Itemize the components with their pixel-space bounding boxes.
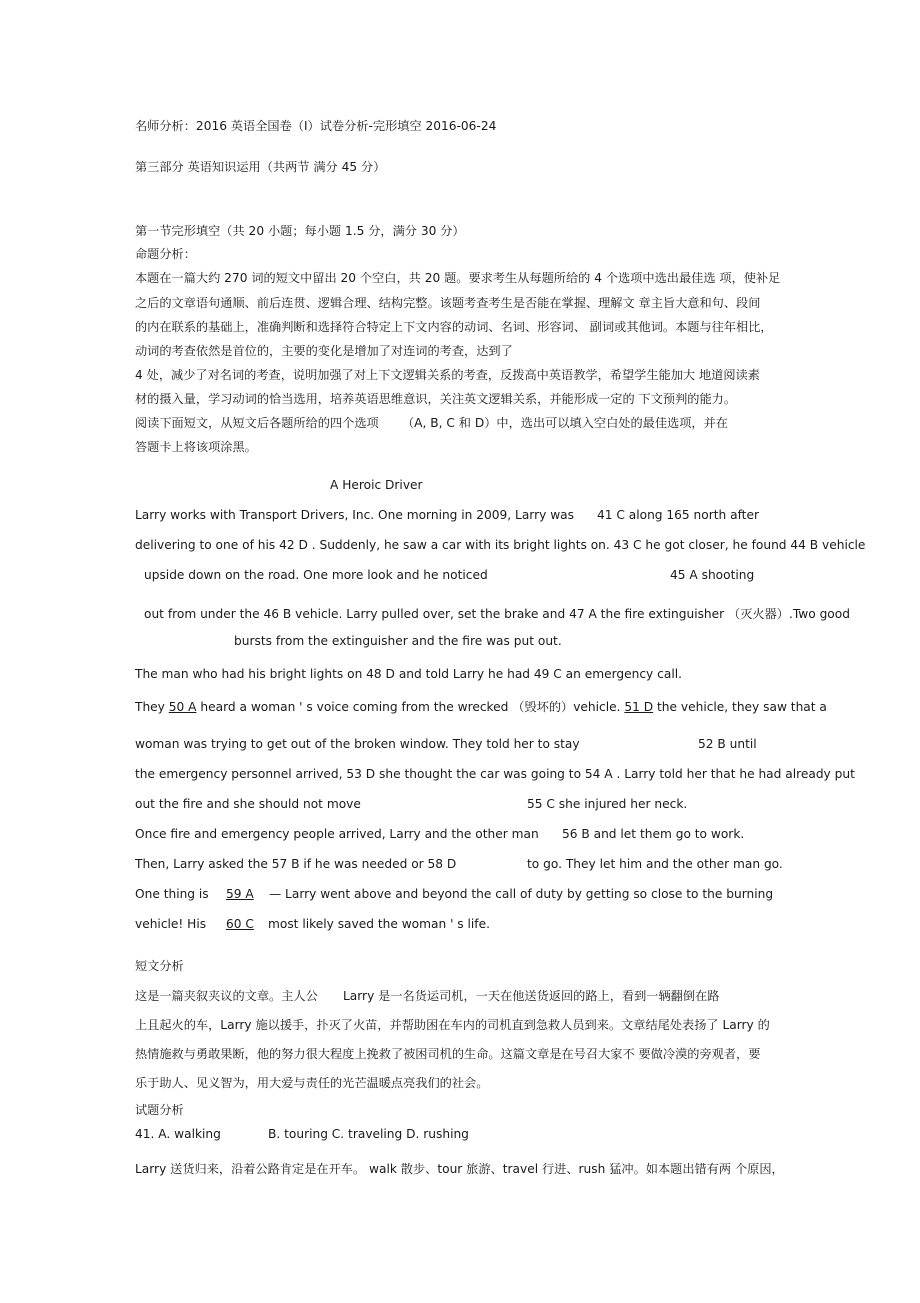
- part-heading: 第三部分 英语知识运用（共两节 满分 45 分）: [135, 160, 386, 174]
- analysis-line: 上且起火的车，Larry 施以援手，扑灭了火苗，并帮助困在车内的司机直到急救人员到来。文章结尾处表扬了 Larry 的: [135, 1018, 770, 1032]
- answer-blank: 59 A: [226, 887, 254, 901]
- intro-line: 材的摄入量，学习动词的恰当选用，培养英语思维意识，关注英文逻辑关系，并能形成一定的 下文预判的能力。: [135, 392, 737, 406]
- passage-text: Then, Larry asked the 57 B if he was needed or 58 D: [135, 857, 457, 871]
- passage-line: out from under the 46 B vehicle. Larry pulled over, set the brake and 47 A the fire extinguisher （灭火器）.Two good: [144, 607, 850, 621]
- intro-line: 动词的考查依然是首位的，主要的变化是增加了对连词的考查，达到了: [135, 344, 513, 358]
- intro-line: 本题在一篇大约 270 词的短文中留出 20 个空白，共 20 题。要求考生从每题所给的 4 个选项中选出最佳选 项，使补足: [135, 271, 781, 285]
- intro-line: 的内在联系的基础上，准确判断和选择符合特定上下文内容的动词、名词、形容词、 副词或其他词。本题与往年相比，: [135, 320, 773, 334]
- answer-blank: 60 C: [226, 917, 254, 931]
- section-label: 命题分析：: [135, 247, 196, 261]
- passage-line: [135, 699, 827, 715]
- passage-text: woman was trying to get out of the broken window. They told her to stay: [135, 737, 580, 751]
- passage-text: One thing is: [135, 887, 209, 901]
- passage-text: heard a woman ' s voice coming from the wrecked （毁坏的）vehicle.: [196, 700, 625, 714]
- passage-text: Once fire and emergency people arrived, Larry and the other man: [135, 827, 539, 841]
- passage-line: The man who had his bright lights on 48 D and told Larry he had 49 C an emergency call.: [135, 667, 682, 681]
- instruction-part: （A, B, C 和 D）中，选出可以填入空白处的最佳选项，并在: [402, 416, 728, 430]
- passage-line: the emergency personnel arrived, 53 D she thought the car was going to 54 A . Larry told her that he had already put: [135, 767, 855, 781]
- passage-text: most likely saved the woman ' s life.: [268, 917, 490, 931]
- answer-blank: 50 A: [168, 700, 197, 714]
- passage-text: vehicle! His: [135, 917, 207, 931]
- instruction-part: 阅读下面短文，从短文后各题所给的四个选项: [135, 416, 379, 430]
- analysis-text: 这是一篇夹叙夹议的文章。主人公: [135, 989, 318, 1003]
- passage-line: bursts from the extinguisher and the fire was put out.: [234, 634, 562, 648]
- analysis-text: Larry 是一名货运司机，一天在他送货返回的路上，看到一辆翻倒在路: [343, 989, 720, 1003]
- questions-title: 试题分析: [135, 1103, 184, 1117]
- passage-text: 56 B and let them go to work.: [562, 827, 745, 841]
- section-title: 第一节完形填空（共 20 小题；每小题 1.5 分，满分 30 分）: [135, 224, 465, 238]
- passage-text: the vehicle, they saw that a: [653, 700, 827, 714]
- intro-line: 4 处，减少了对名词的考查，说明加强了对上下文逻辑关系的考查，反拨高中英语教学，希望学生能加大 地道阅读素: [135, 368, 760, 382]
- instruction-line: 答题卡上将该项涂黑。: [135, 440, 257, 454]
- passage-text: — Larry went above and beyond the call of duty by getting so close to the burning: [269, 887, 774, 901]
- question-explanation: Larry 送货归来，沿着公路肯定是在开车。 walk 散步、tour 旅游、travel 行进、rush 猛冲。如本题出错有两 个原因，: [135, 1162, 784, 1176]
- passage-text: 52 B until: [698, 737, 757, 751]
- question-option: 41. A. walking: [135, 1127, 221, 1141]
- passage-text: 41 C along 165 north after: [597, 508, 759, 522]
- answer-blank: 51 D: [624, 700, 654, 714]
- passage-title: A Heroic Driver: [330, 478, 423, 492]
- question-option: B. touring C. traveling D. rushing: [268, 1127, 469, 1141]
- doc-title: 名师分析：2016 英语全国卷（Ⅰ）试卷分析-完形填空 2016-06-24: [135, 119, 497, 133]
- passage-text: 45 A shooting: [670, 568, 755, 582]
- analysis-title: 短文分析: [135, 959, 184, 973]
- passage-text: upside down on the road. One more look and he noticed: [144, 568, 488, 582]
- analysis-line: 乐于助人、见义智为，用大爱与责任的光芒温暖点亮我们的社会。: [135, 1076, 489, 1090]
- passage-text: out the fire and she should not move: [135, 797, 361, 811]
- analysis-line: 热情施救与勇敢果断，他的努力很大程度上挽救了被困司机的生命。这篇文章是在号召大家不 要做冷漠的旁观者，要: [135, 1047, 761, 1061]
- passage-line: delivering to one of his 42 D . Suddenly, he saw a car with its bright lights on. 43 C he got closer, he found 44 B vehicle: [135, 538, 866, 552]
- passage-text: to go. They let him and the other man go.: [527, 857, 783, 871]
- intro-line: 之后的文章语句通顺、前后连贯、逻辑合理、结构完整。该题考查考生是否能在掌握、理解文 章主旨大意和句、段间: [135, 296, 761, 310]
- passage-text: They: [135, 700, 169, 714]
- passage-text: Larry works with Transport Drivers, Inc. One morning in 2009, Larry was: [135, 508, 574, 522]
- passage-text: 55 C she injured her neck.: [527, 797, 688, 811]
